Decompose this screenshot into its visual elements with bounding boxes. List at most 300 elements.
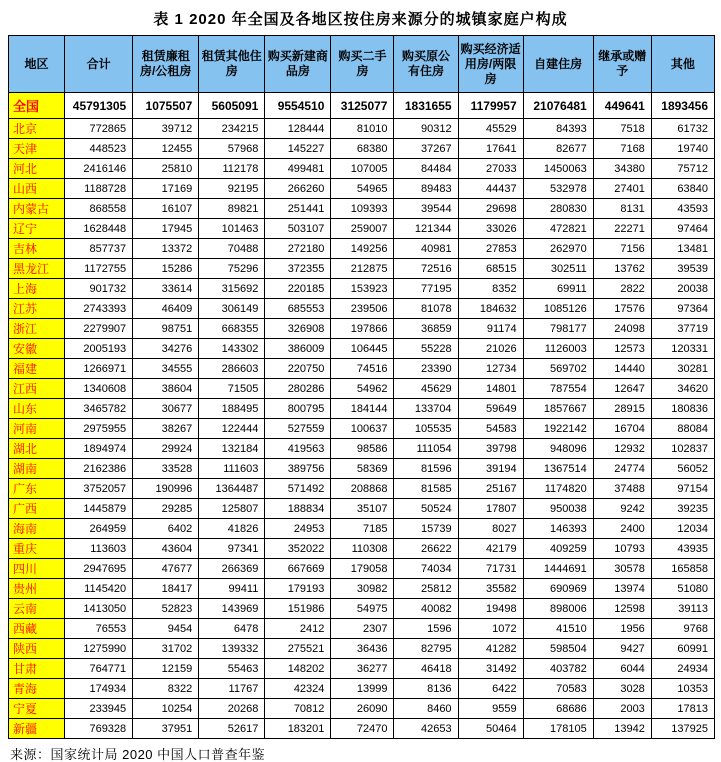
value-cell: 30281 bbox=[651, 359, 714, 379]
value-cell: 12734 bbox=[458, 359, 523, 379]
value-cell: 82677 bbox=[523, 139, 593, 159]
table-row bbox=[9, 359, 715, 379]
value-cell: 1179957 bbox=[458, 93, 523, 119]
value-cell: 1275990 bbox=[65, 639, 133, 659]
value-cell: 89483 bbox=[394, 179, 458, 199]
value-cell: 16107 bbox=[133, 199, 199, 219]
value-cell: 52823 bbox=[133, 599, 199, 619]
value-cell: 17813 bbox=[651, 699, 714, 719]
value-cell: 1072 bbox=[458, 619, 523, 639]
value-cell: 41826 bbox=[199, 519, 265, 539]
value-cell: 24934 bbox=[651, 659, 714, 679]
value-cell: 37951 bbox=[133, 719, 199, 739]
value-cell: 8131 bbox=[593, 199, 651, 219]
value-cell: 111054 bbox=[394, 439, 458, 459]
value-cell: 800795 bbox=[265, 399, 331, 419]
region-cell: 上海 bbox=[9, 279, 65, 299]
value-cell: 448523 bbox=[65, 139, 133, 159]
value-cell: 81596 bbox=[394, 459, 458, 479]
value-cell: 1340608 bbox=[65, 379, 133, 399]
value-cell: 90312 bbox=[394, 119, 458, 139]
table-row bbox=[9, 179, 715, 199]
value-cell: 6402 bbox=[133, 519, 199, 539]
value-cell: 70583 bbox=[523, 679, 593, 699]
value-cell: 74516 bbox=[331, 359, 394, 379]
value-cell: 13942 bbox=[593, 719, 651, 739]
value-cell: 107005 bbox=[331, 159, 394, 179]
value-cell: 1450063 bbox=[523, 159, 593, 179]
value-cell: 21026 bbox=[458, 339, 523, 359]
column-header: 购买原公有住房 bbox=[394, 36, 458, 93]
value-cell: 26622 bbox=[394, 539, 458, 559]
region-cell: 湖北 bbox=[9, 439, 65, 459]
value-cell: 8136 bbox=[394, 679, 458, 699]
value-cell: 27853 bbox=[458, 239, 523, 259]
value-cell: 46409 bbox=[133, 299, 199, 319]
value-cell: 1367514 bbox=[523, 459, 593, 479]
value-cell: 8027 bbox=[458, 519, 523, 539]
value-cell: 798177 bbox=[523, 319, 593, 339]
value-cell: 54975 bbox=[331, 599, 394, 619]
value-cell: 55228 bbox=[394, 339, 458, 359]
value-cell: 30982 bbox=[331, 579, 394, 599]
value-cell: 272180 bbox=[265, 239, 331, 259]
region-cell: 广西 bbox=[9, 499, 65, 519]
value-cell: 17576 bbox=[593, 299, 651, 319]
value-cell: 29924 bbox=[133, 439, 199, 459]
value-cell: 1956 bbox=[593, 619, 651, 639]
value-cell: 113603 bbox=[65, 539, 133, 559]
value-cell: 233945 bbox=[65, 699, 133, 719]
value-cell: 389756 bbox=[265, 459, 331, 479]
column-header: 其他 bbox=[651, 36, 714, 93]
value-cell: 36436 bbox=[331, 639, 394, 659]
value-cell: 77195 bbox=[394, 279, 458, 299]
value-cell: 9242 bbox=[593, 499, 651, 519]
value-cell: 56052 bbox=[651, 459, 714, 479]
value-cell: 764771 bbox=[65, 659, 133, 679]
value-cell: 9559 bbox=[458, 699, 523, 719]
value-cell: 7156 bbox=[593, 239, 651, 259]
table-row bbox=[9, 479, 715, 499]
value-cell: 105535 bbox=[394, 419, 458, 439]
value-cell: 43604 bbox=[133, 539, 199, 559]
value-cell: 30578 bbox=[593, 559, 651, 579]
value-cell: 40082 bbox=[394, 599, 458, 619]
column-header: 购买二手房 bbox=[331, 36, 394, 93]
table-row bbox=[9, 379, 715, 399]
value-cell: 50524 bbox=[394, 499, 458, 519]
table-row bbox=[9, 579, 715, 599]
value-cell: 106445 bbox=[331, 339, 394, 359]
value-cell: 17807 bbox=[458, 499, 523, 519]
value-cell: 133704 bbox=[394, 399, 458, 419]
value-cell: 17945 bbox=[133, 219, 199, 239]
value-cell: 8322 bbox=[133, 679, 199, 699]
value-cell: 13762 bbox=[593, 259, 651, 279]
value-cell: 81010 bbox=[331, 119, 394, 139]
value-cell: 63840 bbox=[651, 179, 714, 199]
value-cell: 286603 bbox=[199, 359, 265, 379]
census-table bbox=[8, 35, 715, 739]
value-cell: 92195 bbox=[199, 179, 265, 199]
value-cell: 38267 bbox=[133, 419, 199, 439]
value-cell: 262970 bbox=[523, 239, 593, 259]
table-row bbox=[9, 399, 715, 419]
region-cell: 山东 bbox=[9, 399, 65, 419]
value-cell: 868558 bbox=[65, 199, 133, 219]
value-cell: 527559 bbox=[265, 419, 331, 439]
region-cell: 重庆 bbox=[9, 539, 65, 559]
value-cell: 24774 bbox=[593, 459, 651, 479]
value-cell: 50464 bbox=[458, 719, 523, 739]
value-cell: 33528 bbox=[133, 459, 199, 479]
value-cell: 275521 bbox=[265, 639, 331, 659]
region-cell: 湖南 bbox=[9, 459, 65, 479]
value-cell: 280830 bbox=[523, 199, 593, 219]
value-cell: 1174820 bbox=[523, 479, 593, 499]
value-cell: 68380 bbox=[331, 139, 394, 159]
table-row bbox=[9, 259, 715, 279]
value-cell: 148202 bbox=[265, 659, 331, 679]
region-cell: 天津 bbox=[9, 139, 65, 159]
value-cell: 264959 bbox=[65, 519, 133, 539]
value-cell: 15739 bbox=[394, 519, 458, 539]
value-cell: 20038 bbox=[651, 279, 714, 299]
value-cell: 1857667 bbox=[523, 399, 593, 419]
value-cell: 31702 bbox=[133, 639, 199, 659]
value-cell: 188495 bbox=[199, 399, 265, 419]
value-cell: 668355 bbox=[199, 319, 265, 339]
value-cell: 45629 bbox=[394, 379, 458, 399]
table-row bbox=[9, 439, 715, 459]
value-cell: 2822 bbox=[593, 279, 651, 299]
region-cell: 海南 bbox=[9, 519, 65, 539]
value-cell: 153923 bbox=[331, 279, 394, 299]
region-cell: 河南 bbox=[9, 419, 65, 439]
value-cell: 39544 bbox=[394, 199, 458, 219]
value-cell: 57968 bbox=[199, 139, 265, 159]
value-cell: 2005193 bbox=[65, 339, 133, 359]
region-cell: 黑龙江 bbox=[9, 259, 65, 279]
table-row bbox=[9, 299, 715, 319]
value-cell: 6422 bbox=[458, 679, 523, 699]
table-header bbox=[9, 36, 715, 93]
value-cell: 97364 bbox=[651, 299, 714, 319]
source-note: 来源：国家统计局 2020 中国人口普查年鉴 bbox=[10, 747, 266, 762]
region-cell: 青海 bbox=[9, 679, 65, 699]
region-cell: 陕西 bbox=[9, 639, 65, 659]
value-cell: 10793 bbox=[593, 539, 651, 559]
value-cell: 2162386 bbox=[65, 459, 133, 479]
value-cell: 24098 bbox=[593, 319, 651, 339]
value-cell: 3125077 bbox=[331, 93, 394, 119]
value-cell: 74034 bbox=[394, 559, 458, 579]
region-cell: 宁夏 bbox=[9, 699, 65, 719]
value-cell: 174934 bbox=[65, 679, 133, 699]
value-cell: 43593 bbox=[651, 199, 714, 219]
value-cell: 503107 bbox=[265, 219, 331, 239]
value-cell: 17169 bbox=[133, 179, 199, 199]
value-cell: 25167 bbox=[458, 479, 523, 499]
region-cell: 安徽 bbox=[9, 339, 65, 359]
value-cell: 100637 bbox=[331, 419, 394, 439]
value-cell: 75296 bbox=[199, 259, 265, 279]
value-cell: 37267 bbox=[394, 139, 458, 159]
region-cell: 江西 bbox=[9, 379, 65, 399]
value-cell: 132184 bbox=[199, 439, 265, 459]
value-cell: 2279907 bbox=[65, 319, 133, 339]
value-cell: 42653 bbox=[394, 719, 458, 739]
value-cell: 1596 bbox=[394, 619, 458, 639]
table-row bbox=[9, 279, 715, 299]
region-cell: 内蒙古 bbox=[9, 199, 65, 219]
value-cell: 8352 bbox=[458, 279, 523, 299]
value-cell: 47677 bbox=[133, 559, 199, 579]
region-cell: 北京 bbox=[9, 119, 65, 139]
value-cell: 26090 bbox=[331, 699, 394, 719]
value-cell: 948096 bbox=[523, 439, 593, 459]
value-cell: 33026 bbox=[458, 219, 523, 239]
value-cell: 31492 bbox=[458, 659, 523, 679]
value-cell: 91174 bbox=[458, 319, 523, 339]
table-row bbox=[9, 219, 715, 239]
value-cell: 259007 bbox=[331, 219, 394, 239]
value-cell: 2947695 bbox=[65, 559, 133, 579]
value-cell: 110308 bbox=[331, 539, 394, 559]
region-cell: 福建 bbox=[9, 359, 65, 379]
value-cell: 1188728 bbox=[65, 179, 133, 199]
value-cell: 42179 bbox=[458, 539, 523, 559]
value-cell: 950038 bbox=[523, 499, 593, 519]
value-cell: 88084 bbox=[651, 419, 714, 439]
value-cell: 54965 bbox=[331, 179, 394, 199]
value-cell: 15286 bbox=[133, 259, 199, 279]
value-cell: 39194 bbox=[458, 459, 523, 479]
value-cell: 52617 bbox=[199, 719, 265, 739]
value-cell: 179058 bbox=[331, 559, 394, 579]
value-cell: 76553 bbox=[65, 619, 133, 639]
value-cell: 499481 bbox=[265, 159, 331, 179]
value-cell: 36859 bbox=[394, 319, 458, 339]
value-cell: 139332 bbox=[199, 639, 265, 659]
value-cell: 769328 bbox=[65, 719, 133, 739]
region-cell: 西藏 bbox=[9, 619, 65, 639]
value-cell: 33614 bbox=[133, 279, 199, 299]
table-row bbox=[9, 499, 715, 519]
table-row bbox=[9, 539, 715, 559]
value-cell: 306149 bbox=[199, 299, 265, 319]
value-cell: 212875 bbox=[331, 259, 394, 279]
value-cell: 13481 bbox=[651, 239, 714, 259]
value-cell: 12159 bbox=[133, 659, 199, 679]
value-cell: 29698 bbox=[458, 199, 523, 219]
value-cell: 34276 bbox=[133, 339, 199, 359]
value-cell: 44437 bbox=[458, 179, 523, 199]
value-cell: 39712 bbox=[133, 119, 199, 139]
value-cell: 7185 bbox=[331, 519, 394, 539]
value-cell: 315692 bbox=[199, 279, 265, 299]
value-cell: 1172755 bbox=[65, 259, 133, 279]
value-cell: 13372 bbox=[133, 239, 199, 259]
value-cell: 9427 bbox=[593, 639, 651, 659]
table-row bbox=[9, 719, 715, 739]
value-cell: 197866 bbox=[331, 319, 394, 339]
value-cell: 149256 bbox=[331, 239, 394, 259]
value-cell: 1922142 bbox=[523, 419, 593, 439]
value-cell: 99411 bbox=[199, 579, 265, 599]
value-cell: 2416146 bbox=[65, 159, 133, 179]
value-cell: 11767 bbox=[199, 679, 265, 699]
column-header: 继承或赠予 bbox=[593, 36, 651, 93]
table-row bbox=[9, 679, 715, 699]
table-row bbox=[9, 559, 715, 579]
value-cell: 898006 bbox=[523, 599, 593, 619]
value-cell: 143302 bbox=[199, 339, 265, 359]
value-cell: 1364487 bbox=[199, 479, 265, 499]
value-cell: 37719 bbox=[651, 319, 714, 339]
value-cell: 179193 bbox=[265, 579, 331, 599]
region-cell: 江苏 bbox=[9, 299, 65, 319]
value-cell: 43935 bbox=[651, 539, 714, 559]
value-cell: 98586 bbox=[331, 439, 394, 459]
table-row bbox=[9, 619, 715, 639]
value-cell: 690969 bbox=[523, 579, 593, 599]
value-cell: 1444691 bbox=[523, 559, 593, 579]
table-row bbox=[9, 419, 715, 439]
value-cell: 51080 bbox=[651, 579, 714, 599]
value-cell: 112178 bbox=[199, 159, 265, 179]
value-cell: 178105 bbox=[523, 719, 593, 739]
value-cell: 97464 bbox=[651, 219, 714, 239]
value-cell: 183201 bbox=[265, 719, 331, 739]
value-cell: 1445879 bbox=[65, 499, 133, 519]
value-cell: 20268 bbox=[199, 699, 265, 719]
value-cell: 571492 bbox=[265, 479, 331, 499]
value-cell: 35582 bbox=[458, 579, 523, 599]
value-cell: 372355 bbox=[265, 259, 331, 279]
region-cell: 山西 bbox=[9, 179, 65, 199]
value-cell: 68515 bbox=[458, 259, 523, 279]
column-header: 租赁廉租房/公租房 bbox=[133, 36, 199, 93]
value-cell: 14801 bbox=[458, 379, 523, 399]
value-cell: 569702 bbox=[523, 359, 593, 379]
value-cell: 46418 bbox=[394, 659, 458, 679]
value-cell: 8460 bbox=[394, 699, 458, 719]
value-cell: 12647 bbox=[593, 379, 651, 399]
value-cell: 2743393 bbox=[65, 299, 133, 319]
region-cell: 贵州 bbox=[9, 579, 65, 599]
value-cell: 403782 bbox=[523, 659, 593, 679]
value-cell: 302511 bbox=[523, 259, 593, 279]
value-cell: 97154 bbox=[651, 479, 714, 499]
region-cell: 全国 bbox=[9, 93, 65, 119]
table-row bbox=[9, 639, 715, 659]
value-cell: 386009 bbox=[265, 339, 331, 359]
value-cell: 25810 bbox=[133, 159, 199, 179]
value-cell: 143969 bbox=[199, 599, 265, 619]
value-cell: 54583 bbox=[458, 419, 523, 439]
column-header: 购买经济适用房/两限房 bbox=[458, 36, 523, 93]
value-cell: 409259 bbox=[523, 539, 593, 559]
value-cell: 352022 bbox=[265, 539, 331, 559]
value-cell: 146393 bbox=[523, 519, 593, 539]
column-header: 租赁其他住房 bbox=[199, 36, 265, 93]
value-cell: 36277 bbox=[331, 659, 394, 679]
region-cell: 四川 bbox=[9, 559, 65, 579]
value-cell: 137925 bbox=[651, 719, 714, 739]
value-cell: 28915 bbox=[593, 399, 651, 419]
value-cell: 45791305 bbox=[65, 93, 133, 119]
value-cell: 70812 bbox=[265, 699, 331, 719]
value-cell: 17641 bbox=[458, 139, 523, 159]
value-cell: 2003 bbox=[593, 699, 651, 719]
value-cell: 22271 bbox=[593, 219, 651, 239]
value-cell: 29285 bbox=[133, 499, 199, 519]
value-cell: 1894974 bbox=[65, 439, 133, 459]
value-cell: 9454 bbox=[133, 619, 199, 639]
value-cell: 121344 bbox=[394, 219, 458, 239]
table-row bbox=[9, 519, 715, 539]
value-cell: 1085126 bbox=[523, 299, 593, 319]
value-cell: 27401 bbox=[593, 179, 651, 199]
value-cell: 25812 bbox=[394, 579, 458, 599]
value-cell: 55463 bbox=[199, 659, 265, 679]
value-cell: 81078 bbox=[394, 299, 458, 319]
value-cell: 220185 bbox=[265, 279, 331, 299]
value-cell: 184632 bbox=[458, 299, 523, 319]
value-cell: 38604 bbox=[133, 379, 199, 399]
value-cell: 21076481 bbox=[523, 93, 593, 119]
value-cell: 34555 bbox=[133, 359, 199, 379]
value-cell: 18417 bbox=[133, 579, 199, 599]
table-row bbox=[9, 339, 715, 359]
column-header: 购买新建商品房 bbox=[265, 36, 331, 93]
value-cell: 165858 bbox=[651, 559, 714, 579]
value-cell: 16704 bbox=[593, 419, 651, 439]
region-cell: 吉林 bbox=[9, 239, 65, 259]
value-cell: 901732 bbox=[65, 279, 133, 299]
value-cell: 39235 bbox=[651, 499, 714, 519]
value-cell: 84393 bbox=[523, 119, 593, 139]
value-cell: 772865 bbox=[65, 119, 133, 139]
value-cell: 34620 bbox=[651, 379, 714, 399]
value-cell: 188834 bbox=[265, 499, 331, 519]
value-cell: 3028 bbox=[593, 679, 651, 699]
value-cell: 23390 bbox=[394, 359, 458, 379]
value-cell: 419563 bbox=[265, 439, 331, 459]
value-cell: 145227 bbox=[265, 139, 331, 159]
value-cell: 685553 bbox=[265, 299, 331, 319]
value-cell: 220750 bbox=[265, 359, 331, 379]
table-row bbox=[9, 199, 715, 219]
value-cell: 9554510 bbox=[265, 93, 331, 119]
value-cell: 532978 bbox=[523, 179, 593, 199]
table-body bbox=[9, 93, 715, 739]
value-cell: 24953 bbox=[265, 519, 331, 539]
value-cell: 2975955 bbox=[65, 419, 133, 439]
value-cell: 239506 bbox=[331, 299, 394, 319]
value-cell: 12598 bbox=[593, 599, 651, 619]
value-cell: 7518 bbox=[593, 119, 651, 139]
value-cell: 39798 bbox=[458, 439, 523, 459]
value-cell: 37488 bbox=[593, 479, 651, 499]
value-cell: 1413050 bbox=[65, 599, 133, 619]
value-cell: 449641 bbox=[593, 93, 651, 119]
value-cell: 45529 bbox=[458, 119, 523, 139]
value-cell: 19498 bbox=[458, 599, 523, 619]
value-cell: 6044 bbox=[593, 659, 651, 679]
